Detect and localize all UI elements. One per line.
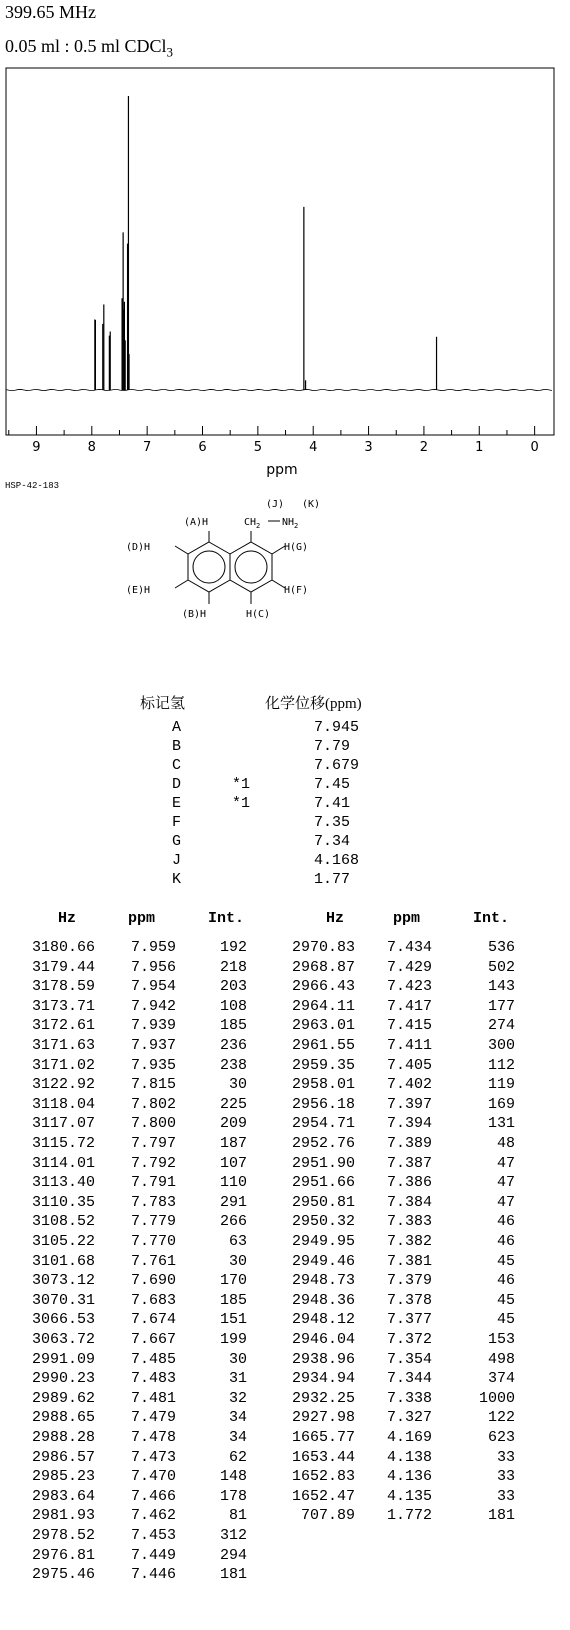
peak-ppm: 7.423 [386, 978, 432, 996]
nh2-text: NH [282, 517, 295, 528]
peak-intensity: 107 [219, 1154, 247, 1172]
peak-hz: 2975.46 [31, 1566, 95, 1584]
assignment-shift: 7.45 [314, 776, 351, 793]
peak-ppm: 7.478 [130, 1429, 176, 1446]
peak-intensity: 148 [219, 1468, 247, 1486]
peak-hz: 2968.87 [291, 958, 355, 976]
assignment-shift: 7.79 [314, 738, 351, 755]
peak-ppm: 7.344 [386, 1370, 432, 1388]
peak-intensity: 169 [487, 1095, 515, 1113]
peak-hz: 2950.32 [291, 1213, 355, 1231]
peak-hz: 2961.55 [291, 1037, 355, 1054]
label-k: (K) [302, 499, 321, 510]
spectrum-trace [6, 389, 552, 390]
peak-ppm: 7.667 [130, 1331, 176, 1348]
peak-hz: 2964.11 [291, 997, 355, 1015]
peak-hz: 3117.07 [31, 1115, 95, 1133]
peak-hz: 2985.23 [31, 1468, 95, 1486]
peak-hz: 2948.36 [291, 1291, 355, 1309]
peak-hz: 2932.25 [291, 1389, 355, 1407]
peak-hz: 3171.63 [31, 1037, 95, 1054]
peak-hz: 1665.77 [291, 1429, 355, 1446]
peak-hz: 2958.01 [291, 1076, 355, 1094]
peak-intensity: 178 [219, 1487, 247, 1505]
peak-hz: 2991.09 [31, 1350, 95, 1368]
peak-header-int-left: Int. [208, 910, 245, 927]
peak-hz: 3114.01 [31, 1154, 95, 1172]
peak-hz: 3173.71 [31, 997, 95, 1015]
peak-hz: 2952.76 [291, 1135, 355, 1152]
peak-intensity: 46 [496, 1213, 515, 1231]
peak-intensity: 374 [487, 1370, 515, 1388]
peak-intensity: 199 [219, 1331, 247, 1348]
peak-hz: 3105.22 [31, 1233, 95, 1250]
peak-ppm: 7.473 [130, 1448, 176, 1466]
peak-intensity: 47 [496, 1174, 515, 1192]
solvent-subscript: 3 [166, 44, 174, 60]
peak-hz: 3070.31 [31, 1291, 95, 1309]
peak-intensity: 498 [487, 1350, 515, 1368]
peak-ppm: 7.683 [130, 1291, 176, 1309]
peak-hz: 3066.53 [31, 1311, 95, 1329]
peak-hz: 3110.35 [31, 1193, 95, 1211]
peak-hz: 3118.04 [31, 1095, 95, 1113]
peak-hz: 2934.94 [291, 1370, 355, 1388]
peak-hz: 2938.96 [291, 1350, 355, 1368]
peak-ppm: 7.959 [130, 939, 176, 956]
assignment-note: *1 [232, 776, 251, 793]
x-tick-label: 5 [253, 440, 263, 455]
left-ring [188, 542, 230, 592]
x-tick-label: 2 [419, 440, 429, 455]
label-a-h: (A)H [184, 517, 209, 528]
peak-hz: 3063.72 [31, 1331, 95, 1348]
assignment-shift: 7.41 [314, 795, 351, 812]
peak-intensity: 225 [219, 1095, 247, 1113]
peak-intensity: 1000 [478, 1389, 515, 1407]
assignment-label: J [172, 852, 182, 869]
peak-hz: 1652.47 [291, 1487, 355, 1505]
peak-intensity: 34 [228, 1429, 247, 1446]
label-g-h: H(G) [284, 542, 309, 553]
peak-hz: 2948.73 [291, 1272, 355, 1290]
peak-intensity: 131 [487, 1115, 515, 1133]
peak-hz: 2946.04 [291, 1331, 355, 1348]
spectrometer-frequency: 399.65 MHz [5, 2, 96, 22]
peak-ppm: 7.939 [130, 1017, 176, 1035]
peak-ppm: 7.481 [130, 1389, 176, 1407]
peak-header-int-right: Int. [473, 910, 510, 927]
peak-hz: 3180.66 [31, 939, 95, 956]
peak-intensity: 185 [219, 1017, 247, 1035]
peak-hz: 3108.52 [31, 1213, 95, 1231]
peak-intensity: 623 [487, 1429, 515, 1446]
peak-intensity: 46 [496, 1272, 515, 1290]
x-tick-label: 8 [87, 440, 96, 455]
peak-ppm: 7.417 [386, 997, 432, 1015]
peak-hz: 2954.71 [291, 1115, 355, 1133]
peak-hz: 3171.02 [31, 1056, 95, 1074]
peak-ppm: 7.381 [386, 1252, 432, 1270]
peak-hz: 3122.92 [31, 1076, 95, 1094]
peak-ppm: 7.434 [386, 939, 432, 956]
peak-intensity: 122 [487, 1409, 515, 1427]
label-f-h: H(F) [284, 585, 309, 596]
peak-intensity: 110 [219, 1174, 247, 1192]
peak-ppm: 7.479 [130, 1409, 176, 1427]
peak-hz: 2948.12 [291, 1311, 355, 1329]
peak-intensity: 45 [496, 1291, 515, 1309]
peak-ppm: 1.772 [386, 1507, 432, 1525]
peak-intensity: 33 [496, 1448, 515, 1466]
peak-ppm: 7.791 [130, 1174, 176, 1192]
peak-hz: 2970.83 [291, 939, 355, 956]
peak-intensity: 151 [219, 1311, 247, 1329]
peak-intensity: 238 [219, 1056, 247, 1074]
peak-intensity: 30 [228, 1350, 247, 1368]
peak-hz: 1653.44 [291, 1448, 355, 1466]
peak-hz: 2949.95 [291, 1233, 355, 1250]
peak-intensity: 33 [496, 1468, 515, 1486]
peak-intensity: 47 [496, 1154, 515, 1172]
peak-intensity: 46 [496, 1233, 515, 1250]
peak-intensity: 294 [219, 1546, 247, 1564]
peak-ppm: 4.136 [386, 1468, 432, 1486]
peak-hz: 2983.64 [31, 1487, 95, 1505]
peak-ppm: 7.387 [386, 1154, 432, 1172]
peak-hz: 2951.66 [291, 1174, 355, 1192]
peak-ppm: 7.383 [386, 1213, 432, 1231]
plot-frame [6, 68, 554, 435]
peak-intensity: 31 [228, 1370, 247, 1388]
peak-intensity: 187 [219, 1135, 247, 1152]
peak-hz: 3113.40 [31, 1174, 95, 1192]
peak-ppm: 7.815 [130, 1076, 176, 1094]
peak-intensity: 112 [487, 1056, 515, 1074]
assignment-label: A [172, 719, 182, 736]
peak-intensity: 170 [219, 1272, 247, 1290]
peak-hz: 2927.98 [291, 1409, 355, 1427]
peak-intensity: 119 [487, 1076, 515, 1094]
peak-hz: 3172.61 [31, 1017, 95, 1035]
label-e-h: (E)H [126, 585, 151, 596]
nh2-group [282, 517, 298, 530]
x-tick-label: 3 [364, 440, 373, 455]
peak-hz: 3115.72 [31, 1135, 95, 1152]
nh2-subscript: 2 [294, 522, 299, 530]
peak-ppm: 7.449 [130, 1546, 176, 1564]
assignment-label: B [172, 738, 182, 755]
peak-intensity: 218 [219, 958, 247, 976]
peak-hz: 2951.90 [291, 1154, 355, 1172]
peak-intensity: 236 [219, 1037, 247, 1054]
peak-hz: 2986.57 [31, 1448, 95, 1466]
peak-hz: 2949.46 [291, 1252, 355, 1270]
peak-ppm: 7.779 [130, 1213, 176, 1231]
peak-intensity: 181 [219, 1566, 247, 1584]
peak-ppm: 7.462 [130, 1507, 176, 1525]
peak-ppm: 7.379 [386, 1272, 432, 1290]
peak-ppm: 7.338 [386, 1389, 432, 1407]
peak-intensity: 34 [228, 1409, 247, 1427]
peak-intensity: 33 [496, 1487, 515, 1505]
ch2-group [244, 517, 260, 530]
peak-ppm: 7.792 [130, 1154, 176, 1172]
peak-hz: 2989.62 [31, 1389, 95, 1407]
peak-intensity: 45 [496, 1311, 515, 1329]
peak-header-hz-left: Hz [58, 910, 77, 927]
peak-ppm: 7.674 [130, 1311, 176, 1329]
assignment-shift: 1.77 [314, 871, 351, 888]
assignment-header-hydrogen: 标记氢 [140, 696, 186, 712]
x-tick-label: 9 [32, 440, 41, 455]
peak-hz: 2963.01 [291, 1017, 355, 1035]
x-tick-label: 6 [198, 440, 207, 455]
peak-ppm: 7.354 [386, 1350, 432, 1368]
assignment-shift: 7.945 [314, 719, 360, 736]
peak-intensity: 153 [487, 1331, 515, 1348]
peak-ppm: 7.783 [130, 1193, 176, 1211]
peak-ppm: 7.411 [386, 1037, 432, 1054]
peak-intensity: 536 [487, 939, 515, 956]
left-aromatic-circle [193, 551, 225, 583]
x-tick-label: 1 [475, 440, 484, 455]
right-aromatic-circle [235, 551, 267, 583]
peak-hz: 2959.35 [291, 1056, 355, 1074]
peak-hz: 2956.18 [291, 1095, 355, 1113]
peak-header-hz-right: Hz [326, 910, 345, 927]
peak-ppm: 7.937 [130, 1037, 176, 1054]
peak-ppm: 7.956 [130, 958, 176, 976]
peak-lines [95, 96, 437, 390]
label-b-h: (B)H [182, 609, 207, 620]
peak-hz: 2950.81 [291, 1193, 355, 1211]
peak-hz: 2988.65 [31, 1409, 95, 1427]
peak-hz: 3101.68 [31, 1252, 95, 1270]
assignment-label: D [172, 776, 182, 793]
peak-ppm: 7.394 [386, 1115, 432, 1133]
peak-ppm: 7.402 [386, 1076, 432, 1094]
peak-ppm: 7.384 [386, 1193, 432, 1211]
peak-intensity: 300 [487, 1037, 515, 1054]
peak-ppm: 7.405 [386, 1056, 432, 1074]
assignment-label: K [172, 871, 182, 888]
peak-ppm: 7.483 [130, 1370, 176, 1388]
peak-ppm: 7.942 [130, 997, 176, 1015]
label-d-h: (D)H [126, 542, 151, 553]
x-tick-label: 4 [309, 440, 318, 455]
peak-intensity: 502 [487, 958, 515, 976]
peak-intensity: 266 [219, 1213, 247, 1231]
peak-ppm: 7.770 [130, 1233, 176, 1250]
peak-intensity: 81 [228, 1507, 247, 1525]
peak-intensity: 143 [487, 978, 515, 996]
peak-intensity: 312 [219, 1527, 247, 1544]
peak-intensity: 209 [219, 1115, 247, 1133]
peak-ppm: 4.135 [386, 1487, 432, 1505]
peak-ppm: 7.372 [386, 1331, 432, 1348]
peak-ppm: 4.138 [386, 1448, 432, 1466]
peak-ppm: 7.800 [130, 1115, 176, 1133]
peak-intensity: 48 [496, 1135, 515, 1152]
peak-hz: 2988.28 [31, 1429, 95, 1446]
peak-intensity: 108 [219, 997, 247, 1015]
x-tick-label: 7 [143, 440, 152, 455]
ch2-subscript: 2 [256, 522, 261, 530]
peak-ppm: 7.797 [130, 1135, 176, 1152]
label-j: (J) [266, 499, 285, 510]
peak-hz: 3073.12 [31, 1272, 95, 1290]
peak-ppm: 7.453 [130, 1527, 176, 1544]
peak-intensity: 30 [228, 1252, 247, 1270]
assignment-label: F [172, 814, 182, 831]
peak-ppm: 7.446 [130, 1566, 176, 1584]
label-c-h: H(C) [246, 609, 271, 620]
assignment-label: G [172, 833, 182, 850]
assignment-shift: 4.168 [314, 852, 360, 869]
peak-ppm: 7.466 [130, 1487, 176, 1505]
assignment-shift: 7.34 [314, 833, 351, 850]
peak-intensity: 203 [219, 978, 247, 996]
peak-intensity: 181 [487, 1507, 515, 1525]
peak-ppm: 7.802 [130, 1095, 176, 1113]
peak-hz: 2978.52 [31, 1527, 95, 1544]
peak-intensity: 177 [487, 997, 515, 1015]
nmr-spectrum-chart [0, 60, 570, 480]
peak-intensity: 274 [487, 1017, 515, 1035]
peak-intensity: 30 [228, 1076, 247, 1094]
peak-ppm: 7.485 [130, 1350, 176, 1368]
peak-ppm: 7.690 [130, 1272, 176, 1290]
assignment-shift: 7.35 [314, 814, 351, 831]
right-ring [230, 542, 272, 592]
peak-ppm: 7.954 [130, 978, 176, 996]
peak-hz: 1652.83 [291, 1468, 355, 1486]
peak-hz: 3179.44 [31, 958, 95, 976]
peak-header-ppm-left: ppm [128, 910, 156, 927]
peak-intensity: 192 [219, 939, 247, 956]
assignment-label: E [172, 795, 182, 812]
peak-intensity: 63 [228, 1233, 247, 1250]
peak-intensity: 32 [228, 1389, 247, 1407]
peak-ppm: 7.382 [386, 1233, 432, 1250]
ch2-text: CH [244, 517, 257, 528]
peak-hz: 2990.23 [31, 1370, 95, 1388]
peak-hz: 2976.81 [31, 1546, 95, 1564]
solvent-ratio [5, 36, 173, 61]
assignment-header-shift: 化学位移(ppm) [265, 696, 362, 712]
peak-hz: 2981.93 [31, 1507, 95, 1525]
peak-hz: 2966.43 [291, 978, 355, 996]
peak-ppm: 4.169 [386, 1429, 432, 1446]
assignment-shift: 7.679 [314, 757, 360, 774]
peak-ppm: 7.470 [130, 1468, 176, 1486]
peak-ppm: 7.761 [130, 1252, 176, 1270]
peak-ppm: 7.415 [386, 1017, 432, 1035]
peak-header-ppm-right: ppm [393, 910, 421, 927]
peak-intensity: 185 [219, 1291, 247, 1309]
peak-intensity: 45 [496, 1252, 515, 1270]
peak-intensity: 47 [496, 1193, 515, 1211]
peak-ppm: 7.386 [386, 1174, 432, 1192]
peak-ppm: 7.935 [130, 1056, 176, 1074]
solvent-text: 0.05 ml : 0.5 ml CDCl [5, 36, 167, 56]
sample-id: HSP-42-183 [5, 481, 60, 491]
naphthalenemethylamine-structure [120, 498, 380, 658]
peak-ppm: 7.378 [386, 1291, 432, 1309]
peak-ppm: 7.389 [386, 1135, 432, 1152]
x-axis-ticks [9, 426, 539, 455]
peak-ppm: 7.327 [386, 1409, 432, 1427]
peak-intensity: 291 [219, 1193, 247, 1211]
x-axis-label: ppm [266, 462, 298, 478]
peak-ppm: 7.397 [386, 1095, 432, 1113]
peak-intensity: 62 [228, 1448, 247, 1466]
assignment-label: C [172, 757, 182, 774]
assignment-note: *1 [232, 795, 251, 812]
peak-ppm: 7.429 [386, 958, 432, 976]
x-tick-label: 0 [530, 440, 539, 455]
peak-hz: 707.89 [300, 1507, 355, 1525]
peak-ppm: 7.377 [386, 1311, 432, 1329]
peak-hz: 3178.59 [31, 978, 95, 996]
